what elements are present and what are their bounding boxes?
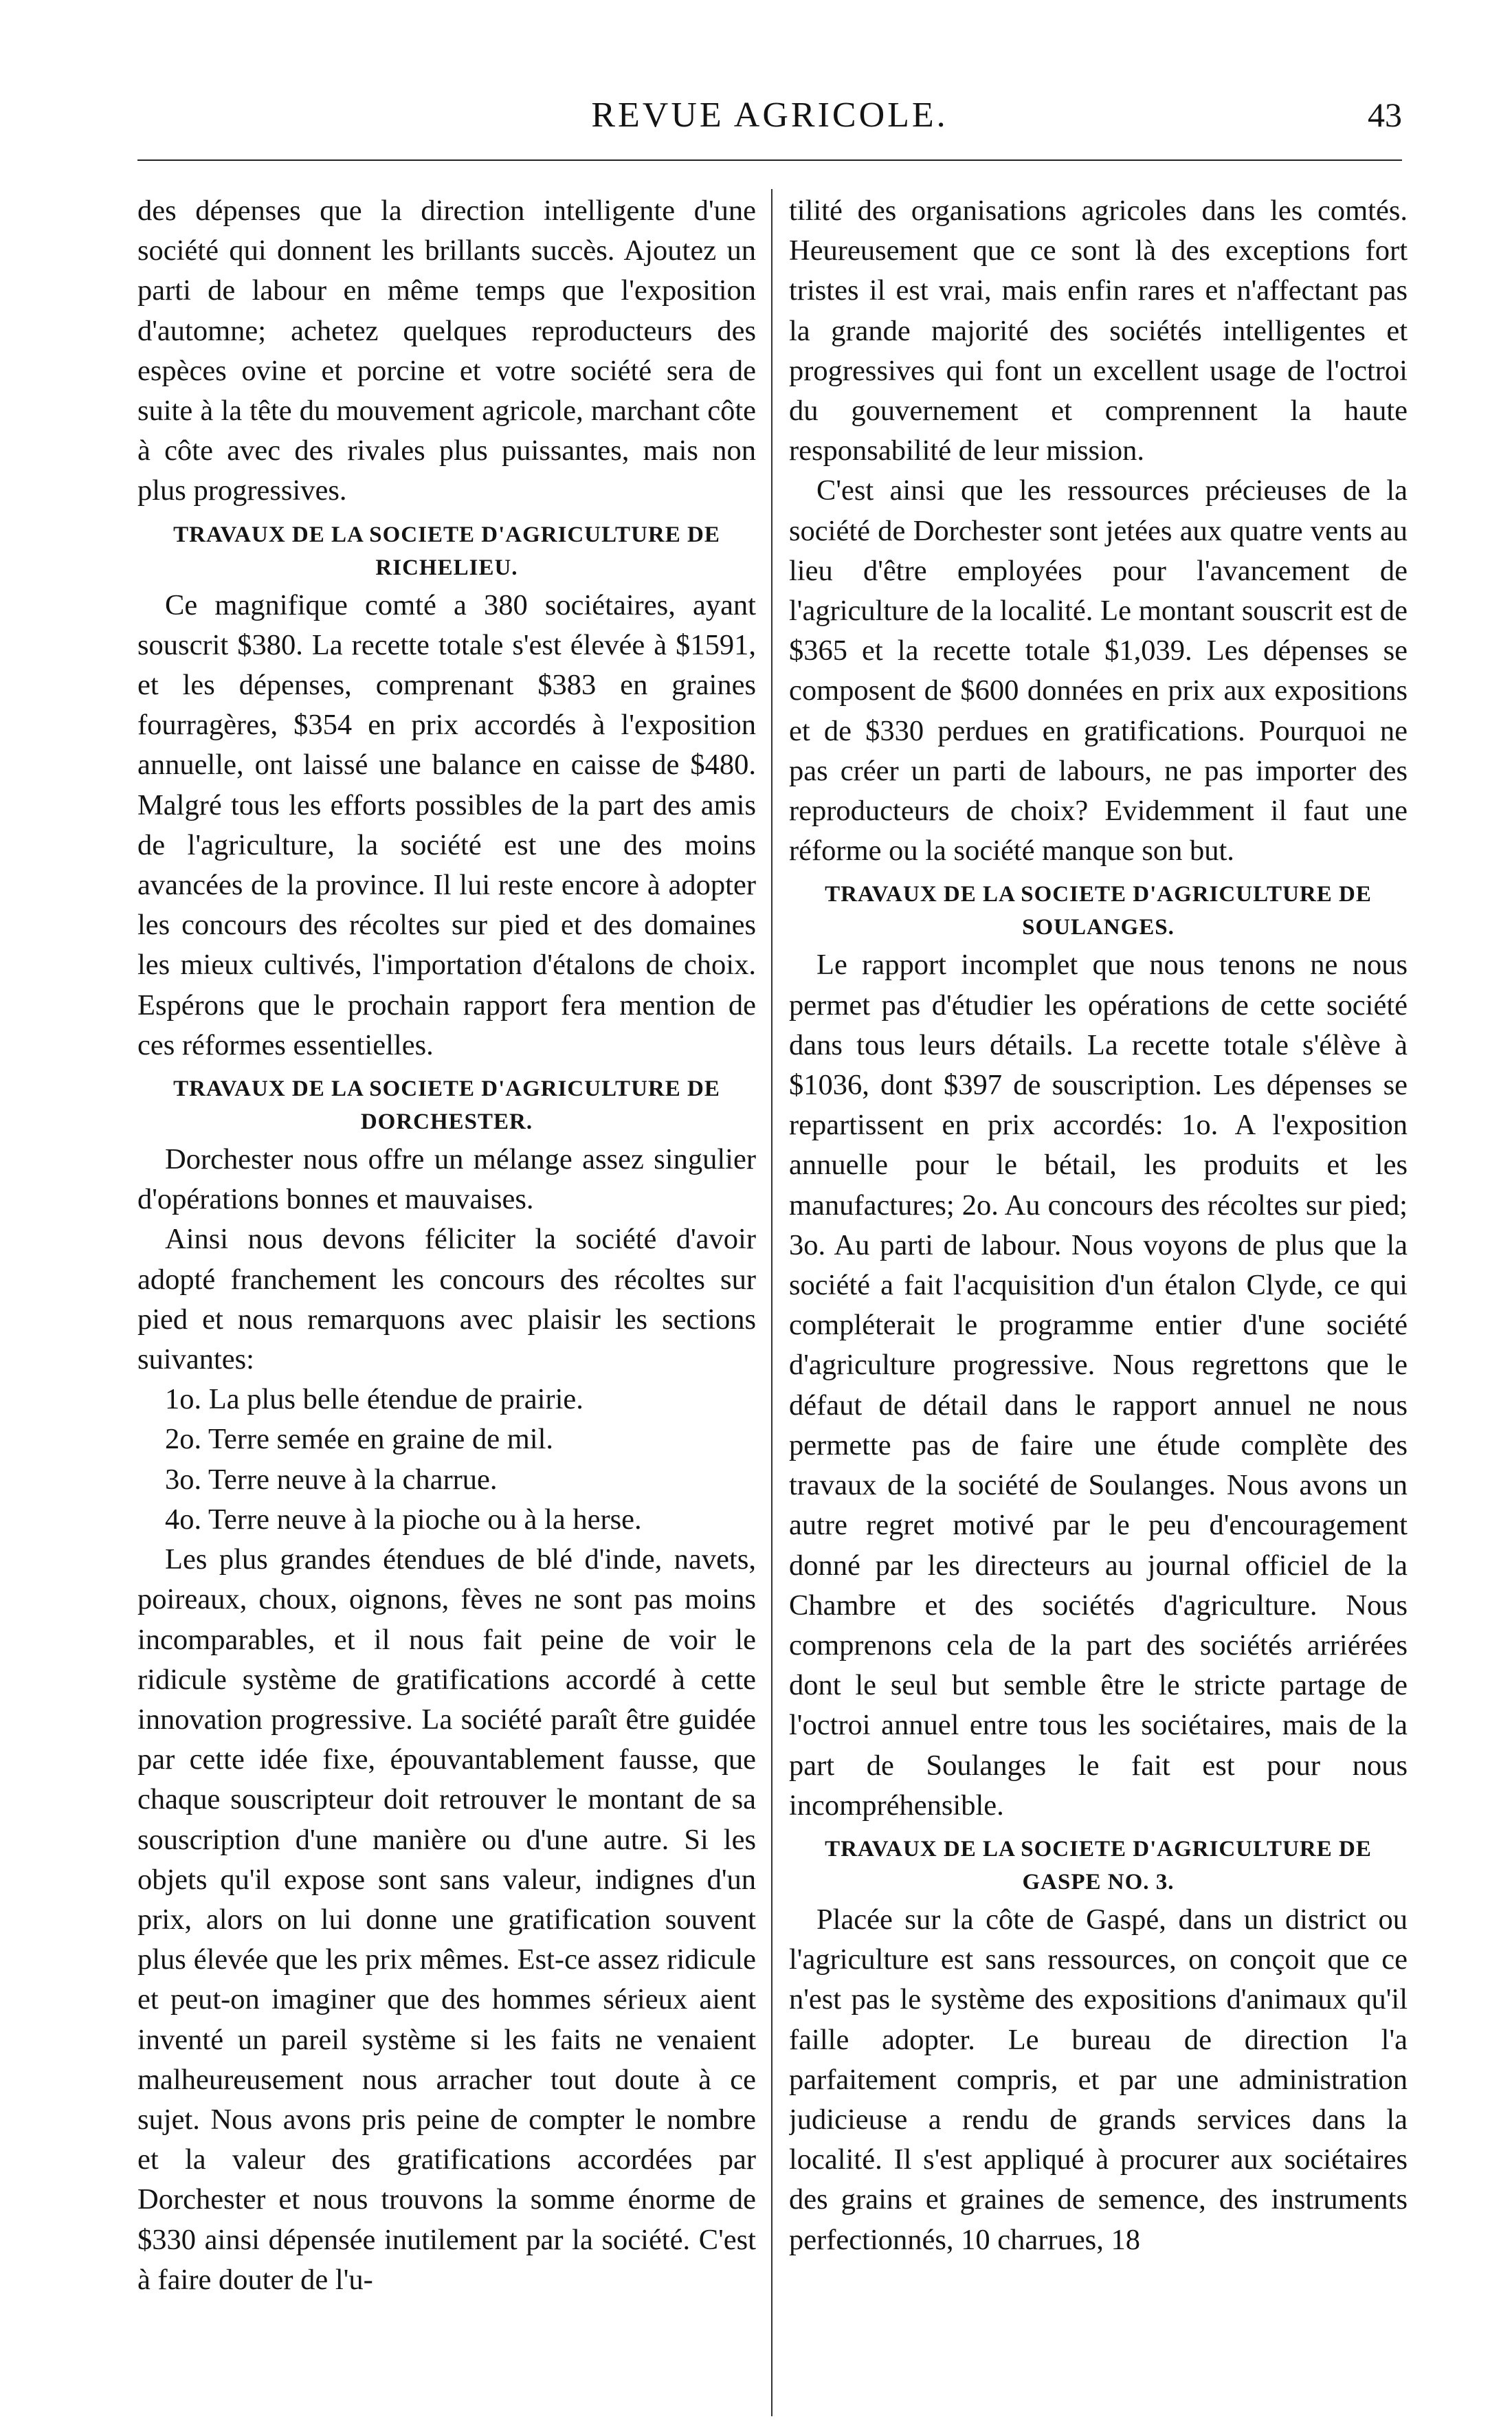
list-item: 3o. Terre neuve à la charrue. [165,1463,498,1496]
left-column [137,191,756,2411]
paragraph: C'est ainsi que les ressources précieuses de la société de Dorchester sont jetées aux quatre vents au lieu d'être employées pour l'avancement de l'agriculture de la localité. Le montant souscrit est de $365 et la recette totale $1,039. Les dépenses se composent de $600 données en prix aux expositions et de $330 perdues en gratifications. Pourquoi ne pas créer un parti de labours, ne pas importer des reproducteurs de choix? Evidemment il faut une réforme ou la société manque son but. [789,474,1408,868]
paragraph: tilité des organisations agricoles dans les comtés. Heureusement que ce sont là des exceptions fort tristes il est vrai, mais enfin rares et n'affectant pas la grande majorité des sociétés intelligentes et progressives qui font un excellent usage de l'octroi du gouvernement et comprennent la haute responsabilité de leur mission. [789,195,1408,467]
section-heading: TRAVAUX DE LA SOCIETE D'AGRICULTURE DE RICHELIEU. [173,522,720,580]
page-number: 43 [1368,96,1402,134]
section-heading: TRAVAUX DE LA SOCIETE D'AGRICULTURE DE DORCHESTER. [173,1076,720,1135]
list-item: 1o. La plus belle étendue de prairie. [165,1383,583,1416]
header-rule [137,159,1402,161]
paragraph: des dépenses que la direction intelligente d'une société qui donnent les brillants succès. Ajoutez un parti de labour en même temps que l'exposition d'automne; achetez quelques reproducteurs des espèces ovine et porcine et votre société sera de suite à la tête du mouvement agricole, marchant côte à côte avec des rivales plus puissantes, mais non plus progressives. [137,195,756,507]
running-title: REVUE AGRICOLE. [591,96,948,135]
paragraph: Dorchester nous offre un mélange assez singulier d'opérations bonnes et mauvaises. [137,1143,756,1216]
page-header [137,95,1402,150]
column-divider [771,189,772,2416]
paragraph: Ce magnifique comté a 380 sociétaires, ayant souscrit $380. La recette totale s'est élevée à $1591, et les dépenses, comprenant $383 en graines fourragères, $354 en prix accordés à l'exposition annuelle, ont laissé une balance en caisse de $480. Malgré tous les efforts possibles de la part des amis de l'agriculture, la société est une des moins avancées de la province. Il lui reste encore à adopter les concours des récoltes sur pied et des domaines les mieux cultivés, l'importation d'étalons de choix. Espérons que le prochain rapport fera mention de ces réformes essentielles. [137,588,756,1061]
list-item: 2o. Terre semée en graine de mil. [165,1423,554,1456]
list-item: 4o. Terre neuve à la pioche ou à la herse. [165,1503,642,1536]
paragraph: Ainsi nous devons féliciter la société d'avoir adopté franchement les concours des récoltes sur pied et nous remarquons avec plaisir les sections suivantes: [137,1223,756,1376]
section-heading: TRAVAUX DE LA SOCIETE D'AGRICULTURE DE GASPE NO. 3. [825,1836,1372,1895]
sections-list [137,1380,756,1540]
right-column [789,191,1408,2411]
paragraph: Les plus grandes étendues de blé d'inde, navets, poireaux, choux, oignons, fèves ne sont pas moins incomparables, et il nous fait peine de voir le ridicule système de gratifications accordé à cette innovation progressive. La société paraît être guidée par cette idée fixe, épouvantablement fausse, que chaque souscripteur doit retrouver le montant de sa souscription d'une manière ou d'une autre. Si les objets qu'il expose sont sans valeur, indignes d'un prix, alors on lui donne une gratification souvent plus élevée que les prix mêmes. Est-ce assez ridicule et peut-on imaginer que des hommes sérieux aient inventé un pareil système si les faits ne venaient malheureusement nous arracher tout doute à ce sujet. Nous avons pris peine de compter le nombre et la valeur des gratifications accordées par Dorchester et nous trouvons la somme énorme de $330 ainsi dépensée inutilement par la société. C'est à faire douter de l'u- [137,1543,756,2296]
paragraph: Le rapport incomplet que nous tenons ne nous permet pas d'étudier les opérations de cette société dans tous leurs détails. La recette totale s'élève à $1036, dont $397 de souscription. Les dépenses se repartissent en prix accordés: 1o. A l'exposition annuelle pour le bétail, les produits et les manufactures; 2o. Au concours des récoltes sur pied; 3o. Au parti de labour. Nous voyons de plus que la société a fait l'acquisition d'un étalon Clyde, ce qui compléterait le programme entier d'une société d'agriculture progressive. Nous regrettons que le défaut de détail dans le rapport annuel ne nous permette pas de faire une étude complète des travaux de la société de Soulanges. Nous avons un autre regret motivé par le peu d'encouragement donné par les directeurs au journal officiel de la Chambre et des sociétés d'agriculture. Nous comprenons cela de la part des sociétés arriérées dont le seul but semble être le stricte partage de l'octroi annuel entre tous les sociétaires, mais de la part de Soulanges le fait est pour nous incompréhensible. [789,949,1408,1822]
paragraph: Placée sur la côte de Gaspé, dans un district ou l'agriculture est sans ressources, on conçoit que ce n'est pas le système des expositions d'animaux qu'il faille adopter. Le bureau de direction l'a parfaitement compris, et par une administration judicieuse a rendu de grands services dans la localité. Il s'est appliqué à procurer aux sociétaires des grains et graines de semence, des instruments perfectionnés, 10 charrues, 18 [789,1903,1408,2256]
section-heading: TRAVAUX DE LA SOCIETE D'AGRICULTURE DE SOULANGES. [825,882,1372,940]
